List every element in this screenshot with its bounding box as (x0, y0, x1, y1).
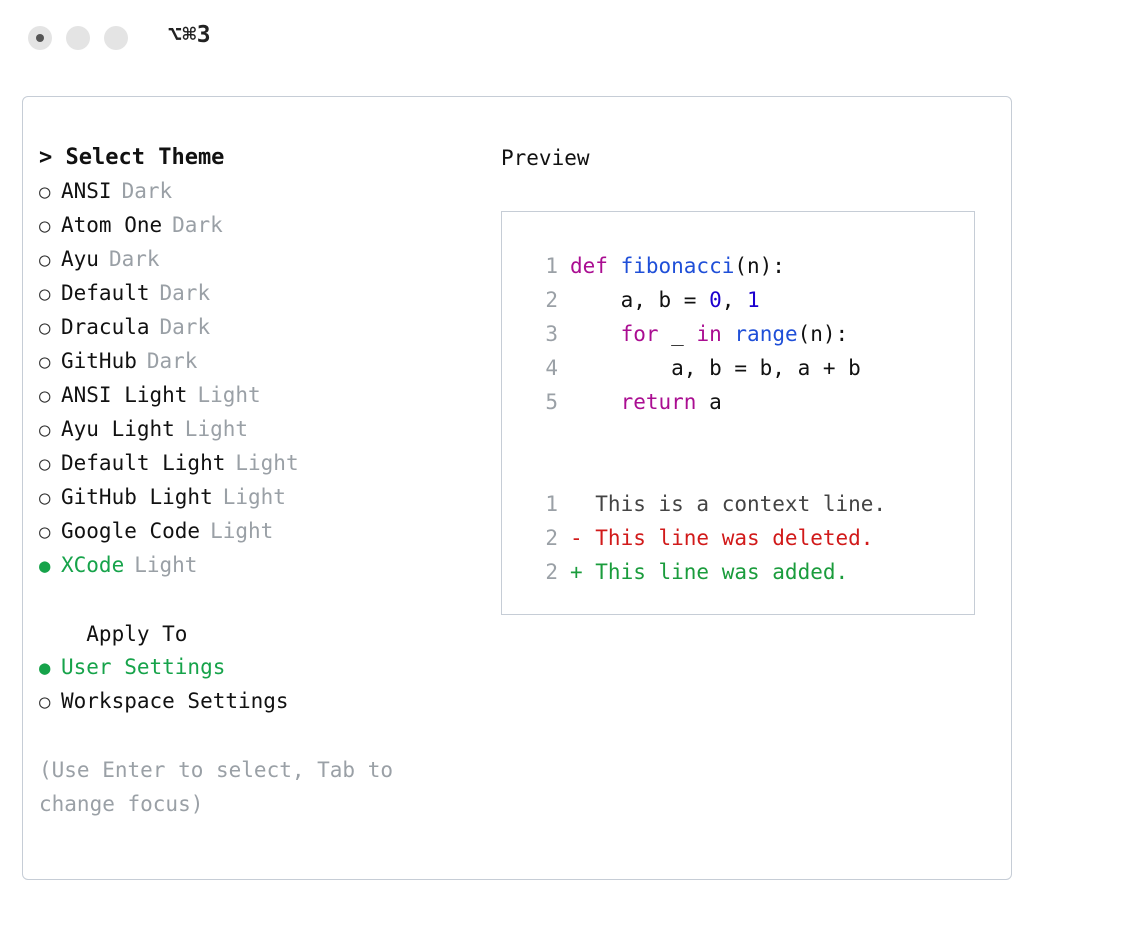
theme-variant: Dark (159, 315, 211, 339)
radio-icon[interactable]: ○ (39, 419, 51, 441)
code-token: , (721, 288, 748, 312)
code-token (722, 322, 735, 346)
theme-item-github-dark[interactable] (39, 345, 479, 379)
apply-to-workspace-settings[interactable] (39, 685, 479, 719)
radio-icon[interactable]: ○ (39, 283, 51, 305)
diff-line-deleted (524, 526, 974, 560)
theme-list[interactable] (39, 175, 479, 583)
window-controls[interactable] (28, 26, 128, 50)
shortcut-label: ⌥⌘3 (168, 22, 212, 48)
line-number: 3 (545, 322, 558, 346)
code-token: (n): (797, 322, 849, 346)
radio-icon[interactable]: ○ (39, 385, 51, 407)
preview-heading: Preview (501, 146, 590, 170)
radio-icon[interactable]: ○ (39, 351, 51, 373)
theme-name: GitHub Light (61, 485, 213, 509)
apply-to-heading: Apply To (61, 622, 188, 646)
theme-variant: Light (134, 553, 198, 577)
theme-name: Ayu (61, 247, 99, 271)
theme-item-github-light[interactable] (39, 481, 479, 515)
theme-item-ayu-light[interactable] (39, 413, 479, 447)
diff-line-added (524, 560, 974, 594)
radio-icon[interactable]: ○ (39, 487, 51, 509)
code-token: a, b = b, a + b (570, 356, 861, 380)
theme-item-default-light[interactable] (39, 447, 479, 481)
theme-variant: Dark (146, 349, 198, 373)
code-token: range (734, 322, 798, 346)
select-theme-heading: > Select Theme (39, 145, 225, 170)
theme-name: Dracula (61, 315, 150, 339)
theme-name: Atom One (61, 213, 163, 237)
theme-name: Ayu Light (61, 417, 175, 441)
code-token: a (696, 390, 722, 414)
preview-box (501, 211, 975, 615)
theme-column (39, 141, 479, 821)
code-token: fibonacci (620, 254, 735, 278)
theme-name: ANSI Light (61, 383, 188, 407)
code-token: def (570, 254, 621, 278)
title-bar (0, 0, 1140, 78)
code-token: return (620, 390, 697, 414)
theme-name: Google Code (61, 519, 201, 543)
code-token (570, 322, 621, 346)
code-token: in (696, 322, 722, 346)
theme-variant: Light (197, 383, 261, 407)
theme-item-ayu-dark[interactable] (39, 243, 479, 277)
radio-selected-icon[interactable]: ● (39, 555, 51, 577)
radio-selected-icon[interactable]: ● (39, 657, 51, 679)
theme-variant: Light (210, 519, 274, 543)
code-token: for (620, 322, 659, 346)
theme-item-default-dark[interactable] (39, 277, 479, 311)
code-spacer-2 (524, 458, 974, 492)
window-dot-icon-2[interactable] (66, 26, 90, 50)
radio-icon[interactable]: ○ (39, 521, 51, 543)
diff-line-context (524, 492, 974, 526)
theme-variant: Light (235, 451, 299, 475)
theme-variant: Dark (172, 213, 223, 237)
radio-icon[interactable]: ○ (39, 691, 51, 713)
code-token (570, 390, 621, 414)
line-number: 1 (545, 254, 558, 278)
theme-item-google-code[interactable] (39, 515, 479, 549)
theme-item-ansi-dark[interactable] (39, 175, 479, 209)
code-token: _ (658, 322, 697, 346)
preview-column (501, 141, 1001, 615)
theme-name: ANSI (61, 179, 112, 203)
code-token: (n): (734, 254, 785, 278)
list-spacer (39, 583, 479, 617)
theme-item-dracula-dark[interactable] (39, 311, 479, 345)
apply-to-user-settings[interactable] (39, 651, 479, 685)
theme-variant: Dark (108, 247, 160, 271)
theme-variant: Light (184, 417, 249, 441)
radio-icon[interactable]: ○ (39, 249, 51, 271)
theme-item-xcode-light[interactable] (39, 549, 479, 583)
diff-text: - This line was deleted. (570, 526, 874, 550)
code-line (524, 322, 974, 356)
code-spacer (524, 424, 974, 458)
line-number: 2 (545, 288, 558, 312)
theme-name: Default (61, 281, 150, 305)
radio-icon[interactable]: ○ (39, 181, 51, 203)
radio-icon[interactable]: ○ (39, 317, 51, 339)
line-number: 4 (545, 356, 558, 380)
theme-variant: Light (222, 485, 286, 509)
code-token: 1 (747, 288, 760, 312)
window-dot-active-icon[interactable] (28, 26, 52, 50)
theme-variant: Dark (159, 281, 211, 305)
line-number: 5 (545, 390, 558, 414)
code-token: a, b = (570, 288, 710, 312)
theme-item-atom-one-dark[interactable] (39, 209, 479, 243)
diff-text: + This line was added. (570, 560, 849, 584)
theme-variant: Dark (121, 179, 173, 203)
apply-to-label: Workspace Settings (61, 689, 289, 713)
code-line (524, 254, 974, 288)
apply-to-label: User Settings (61, 655, 226, 679)
theme-picker-panel (22, 96, 1012, 880)
line-number: 1 (545, 492, 558, 516)
code-line (524, 356, 974, 390)
diff-text: This is a context line. (570, 492, 887, 516)
line-number: 2 (545, 560, 558, 584)
radio-icon[interactable]: ○ (39, 215, 51, 237)
code-line (524, 390, 974, 424)
window-dot-icon-3[interactable] (104, 26, 128, 50)
code-token: 0 (709, 288, 722, 312)
code-line (524, 288, 974, 322)
theme-name: Default Light (61, 451, 226, 475)
line-number: 2 (545, 526, 558, 550)
theme-item-ansi-light[interactable] (39, 379, 479, 413)
radio-icon[interactable]: ○ (39, 453, 51, 475)
theme-name: XCode (61, 553, 125, 577)
keyboard-hint: (Use Enter to select, Tab to change focus) (39, 758, 406, 816)
theme-name: GitHub (61, 349, 137, 373)
